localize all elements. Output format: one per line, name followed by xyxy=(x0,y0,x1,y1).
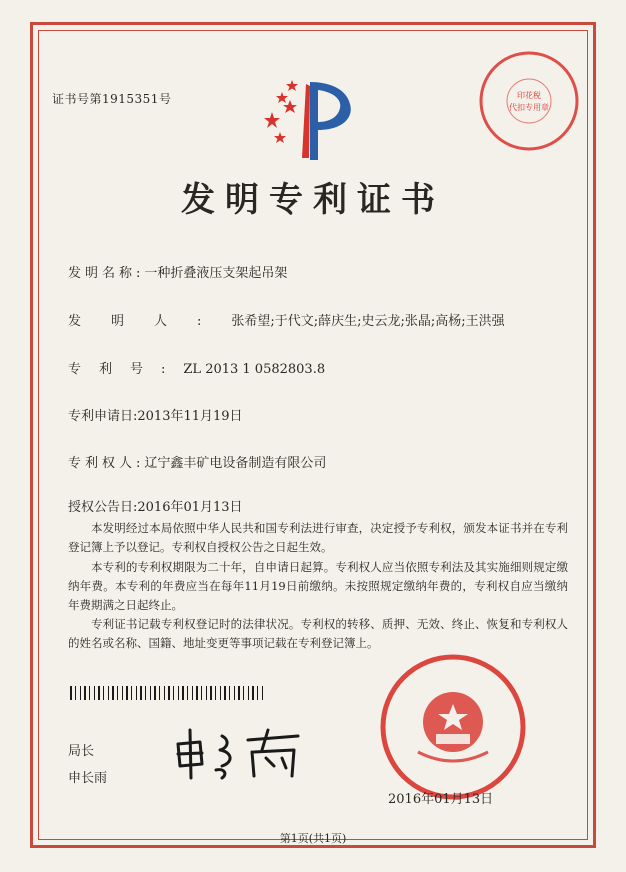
barcode-bar xyxy=(220,686,221,700)
barcode-bar xyxy=(224,686,226,700)
barcode-bar xyxy=(215,686,216,700)
barcode-bar xyxy=(75,686,76,700)
document-title: 发明专利证书 xyxy=(181,180,445,220)
barcode-bar xyxy=(98,686,100,700)
grant-date-value: 2016年01月13日 xyxy=(137,500,243,515)
barcode-bar xyxy=(122,686,123,700)
barcode-bar xyxy=(210,686,212,700)
barcode-bar xyxy=(187,686,188,700)
paragraph-text: 专利证书记载专利权登记时的法律状况。专利权的转移、质押、无效、终止、恢复和专利权人的姓名或名称、国籍、地址变更等事项记载在专利登记簿上。 xyxy=(68,617,568,650)
patentee-value: 辽宁鑫丰矿电设备制造有限公司 xyxy=(144,456,327,471)
barcode-bar xyxy=(136,686,137,700)
svg-text:印花税: 印花税 xyxy=(517,91,541,100)
barcode-bar xyxy=(154,686,156,700)
director-name: 申长雨 xyxy=(68,771,108,786)
patentee-row xyxy=(68,452,326,471)
patent-number-label: 专利号: xyxy=(68,362,184,377)
patent-number-row xyxy=(68,358,325,377)
paragraph-text: 本专利的专利权期限为二十年，自申请日起算。专利权人应当依照专利法及其实施细则规定缴纳年费。本专利的年费应当在每年11月19日前缴纳。未按照规定缴纳年费的，专利权自应当缴纳年费期满之日起终止。 xyxy=(68,560,568,612)
barcode-bar xyxy=(168,686,170,700)
barcode-bar xyxy=(234,686,235,700)
national-ip-office-seal xyxy=(378,652,528,802)
svg-text:代扣专用章: 代扣专用章 xyxy=(509,103,549,112)
paragraph-2 xyxy=(68,558,568,615)
barcode-bar xyxy=(140,686,142,700)
tax-seal-stamp xyxy=(476,48,582,154)
barcode-bar xyxy=(196,686,198,700)
patent-number-value: ZL 2013 1 0582803.8 xyxy=(183,362,326,377)
inventors-value: 张希望;于代文;薛庆生;史云龙;张晶;高杨;王洪强 xyxy=(231,314,505,329)
invention-name-value: 一种折叠液压支架起吊架 xyxy=(144,266,288,281)
barcode-bar xyxy=(131,686,132,700)
barcode-bar xyxy=(238,686,240,700)
patentee-label: 专利权人: xyxy=(68,456,145,471)
barcode-bar xyxy=(206,686,207,700)
barcode-bar xyxy=(262,686,263,700)
barcode-bar xyxy=(112,686,114,700)
barcode-bar xyxy=(252,686,254,700)
inventors-row xyxy=(68,310,505,329)
barcode-bar xyxy=(159,686,160,700)
handwritten-signature xyxy=(170,722,310,782)
barcode-bar xyxy=(84,686,86,700)
invention-name-row xyxy=(68,262,287,281)
certificate-number: 证书号第1915351号 xyxy=(52,92,172,106)
barcode-bar xyxy=(89,686,90,700)
barcode-bar xyxy=(178,686,179,700)
director-title: 局长 xyxy=(68,744,95,759)
barcode-icon xyxy=(70,686,265,700)
barcode-bar xyxy=(117,686,118,700)
barcode-bar xyxy=(94,686,95,700)
barcode-bar xyxy=(150,686,151,700)
paragraph-3 xyxy=(68,615,568,653)
page-indicator: 第1页(共1页) xyxy=(279,832,347,845)
barcode-bar xyxy=(229,686,230,700)
barcode-bar xyxy=(173,686,174,700)
filing-date-row xyxy=(68,405,243,424)
barcode-bar xyxy=(201,686,202,700)
barcode-bar xyxy=(70,686,72,700)
paragraph-1 xyxy=(68,519,568,557)
barcode-bar xyxy=(145,686,146,700)
barcode-bar xyxy=(248,686,249,700)
grant-date-row xyxy=(68,496,243,515)
filing-date-label: 专利申请日: xyxy=(68,409,138,424)
director-block xyxy=(68,738,107,792)
grant-date-label: 授权公告日: xyxy=(68,500,138,515)
barcode-bar xyxy=(192,686,193,700)
paragraph-text: 本发明经过本局依照中华人民共和国专利法进行审查，决定授予专利权，颁发本证书并在专利登记簿上予以登记。专利权自授权公告之日起生效。 xyxy=(68,521,568,554)
barcode-bar xyxy=(164,686,165,700)
filing-date-value: 2013年11月19日 xyxy=(137,409,243,424)
barcode-bar xyxy=(80,686,81,700)
barcode-bar xyxy=(182,686,184,700)
barcode-bar xyxy=(257,686,258,700)
cnipa-logo-icon xyxy=(262,72,362,167)
inventors-label: 发明人: xyxy=(68,314,232,329)
barcode-bar xyxy=(103,686,104,700)
barcode-bar xyxy=(243,686,244,700)
invention-name-label: 发明名称: xyxy=(68,266,145,281)
issue-date: 2016年01月13日 xyxy=(388,792,494,807)
barcode-bar xyxy=(126,686,128,700)
barcode-bar xyxy=(108,686,109,700)
